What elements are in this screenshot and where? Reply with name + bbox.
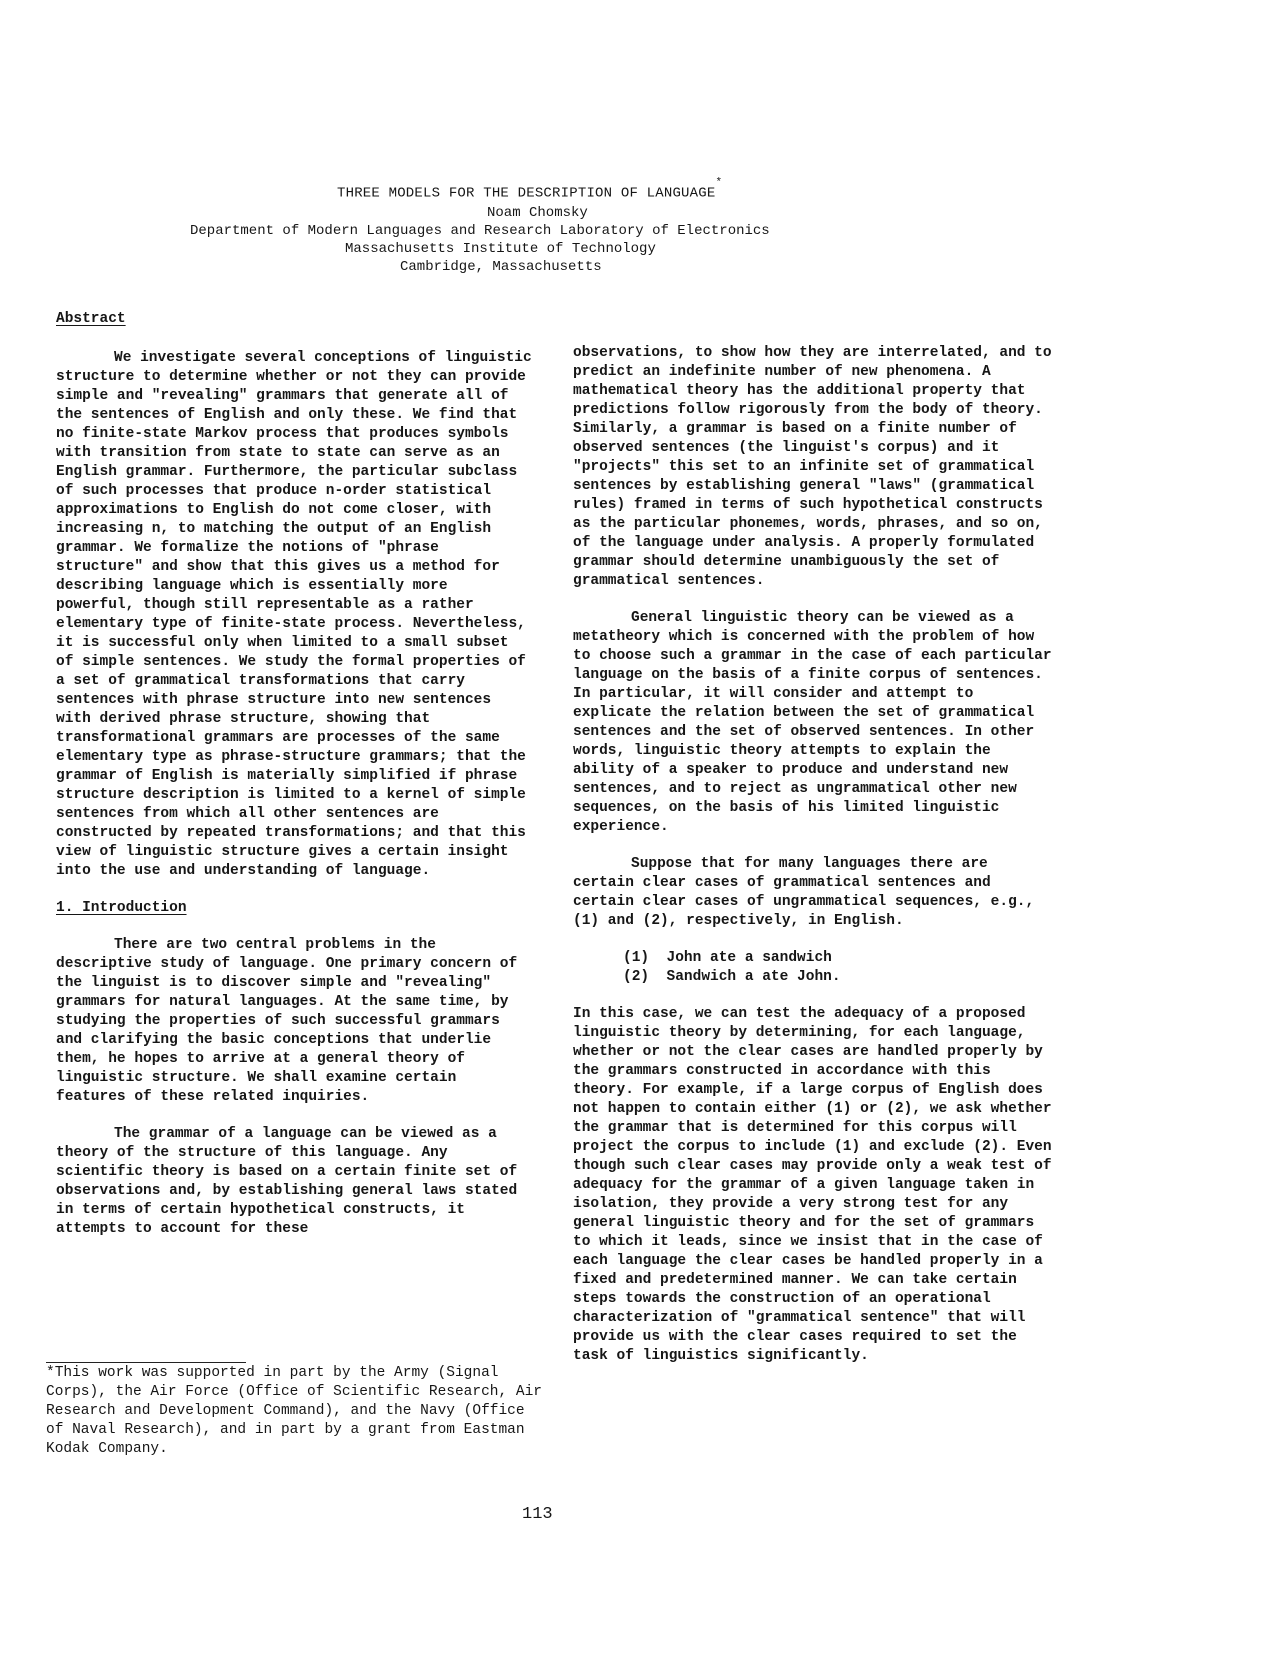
footnote: *This work was supported in part by the Army (Signal Corps), the Air Force (Office of Scientific Research, Air Research and Development Command), and the Navy (Office of Naval Research), and in part by a grant from Eastman Kodak Company. xyxy=(46,1365,551,1457)
example-sentence-2 xyxy=(623,968,1053,987)
left-column xyxy=(56,310,541,1239)
right-column xyxy=(573,344,1061,1366)
paper-title xyxy=(337,177,723,203)
author-department: Department of Modern Languages and Research Laboratory of Electronics xyxy=(190,223,770,239)
example-number: (2) xyxy=(623,969,650,985)
title-text: THREE MODELS FOR THE DESCRIPTION OF LANGUAGE xyxy=(337,185,716,202)
footnote-rule xyxy=(46,1362,246,1363)
abstract-text: We investigate several conceptions of linguistic structure to determine whether or not they can provide simple and "revealing" grammars that generate all of the sentences of English and only these. We find that no finite-state Markov process that produces symbols with transition from state to state can serve as an English grammar. Furthermore, the particular subclass of such processes that produce n-order statistical approximations to English do not come closer, with increasing n, to matching the output of an English grammar. We formalize the notions of "phrase structure" and show that this gives us a method for describing language which is essentially more powerful, though still representable as a rather elementary type of finite-state process. Nevertheless, it is successful only when limited to a small subset of simple sentences. We study the formal properties of a set of grammatical transformations that carry sentences with phrase structure into new sentences with derived phrase structure, showing that transformational grammars are processes of the same elementary type as phrase-structure grammars; that the grammar of English is materially simplified if phrase structure description is limited to a kernel of simple sentences from which all other sentences are constructed by repeated transformations; and that this view of linguistic structure gives a certain insight into the use and understanding of language. xyxy=(56,350,541,879)
introduction-heading: 1. Introduction xyxy=(56,900,187,916)
right-paragraph-4: In this case, we can test the adequacy of a proposed linguistic theory by determining, for each language, whether or not the clear cases are handled properly by the grammars constructed in accordance with this theory. For example, if a large corpus of English does not happen to contain either (1) or (2), we ask whether the grammar that is determined for this corpus will project the corpus to include (1) and exclude (2). Even though such clear cases may provide only a weak test of adequacy for the grammar of a given language taken in isolation, they provide a very strong test for any general linguistic theory and for the set of grammars to which it leads, since we insist that in the case of each language the clear cases be handled properly in a fixed and predetermined manner. We can take certain steps towards the construction of an operational characterization of "grammatical sentence" that will provide us with the clear cases required to set the task of linguistics significantly. xyxy=(573,1006,1061,1364)
example-number: (1) xyxy=(623,950,650,966)
example-text: John ate a sandwich xyxy=(666,950,832,966)
right-paragraph-2: General linguistic theory can be viewed as a metatheory which is concerned with the problem of how to choose such a grammar in the case of each particular language on the basis of a finite corpus of sentences. In particular, it will consider and attempt to explicate the relation between the set of grammatical sentences and the set of observed sentences. In other words, linguistic theory attempts to explain the ability of a speaker to produce and understand new sentences, and to reject as ungrammatical other new sequences, on the basis of his limited linguistic experience. xyxy=(573,610,1061,835)
introduction-paragraph-1: There are two central problems in the descriptive study of language. One primary concern of the linguist is to discover simple and "revealing" grammars for natural languages. At the same time, by studying the properties of such successful grammars and clarifying the basic conceptions that underlie them, he hopes to arrive at a general theory of linguistic structure. We shall examine certain features of these related inquiries. xyxy=(56,937,526,1105)
right-paragraph-3: Suppose that for many languages there are certain clear cases of grammatical sentences and certain clear cases of ungrammatical sequences, e.g., (1) and (2), respectively, in English. xyxy=(573,856,1043,929)
abstract-heading: Abstract xyxy=(56,311,126,327)
page-number: 113 xyxy=(522,1505,553,1524)
right-paragraph-1: observations, to show how they are interrelated, and to predict an indefinite number of new phenomena. A mathematical theory has the additional property that predictions follow rigorously from the body of theory. Similarly, a grammar is based on a finite number of observed sentences (the linguist's corpus) and it "projects" this set to an infinite set of grammatical sentences by establishing general "laws" (grammatical rules) framed in terms of such hypothetical constructs as the particular phonemes, words, phrases, and so on, of the language under analysis. A properly formulated grammar should determine unambiguously the set of grammatical sentences. xyxy=(573,345,1061,589)
author-location: Cambridge, Massachusetts xyxy=(400,259,602,275)
introduction-paragraph-2: The grammar of a language can be viewed as a theory of the structure of this language. Any scientific theory is based on a certain finite set of observations and, by establishing general laws stated in terms of certain hypothetical constructs, it attempts to account for these xyxy=(56,1126,526,1237)
title-footnote-mark: * xyxy=(715,177,723,189)
author-institution: Massachusetts Institute of Technology xyxy=(345,241,656,257)
example-sentence-1 xyxy=(623,949,1053,968)
author-name: Noam Chomsky xyxy=(487,205,588,221)
example-text: Sandwich a ate John. xyxy=(666,969,841,985)
